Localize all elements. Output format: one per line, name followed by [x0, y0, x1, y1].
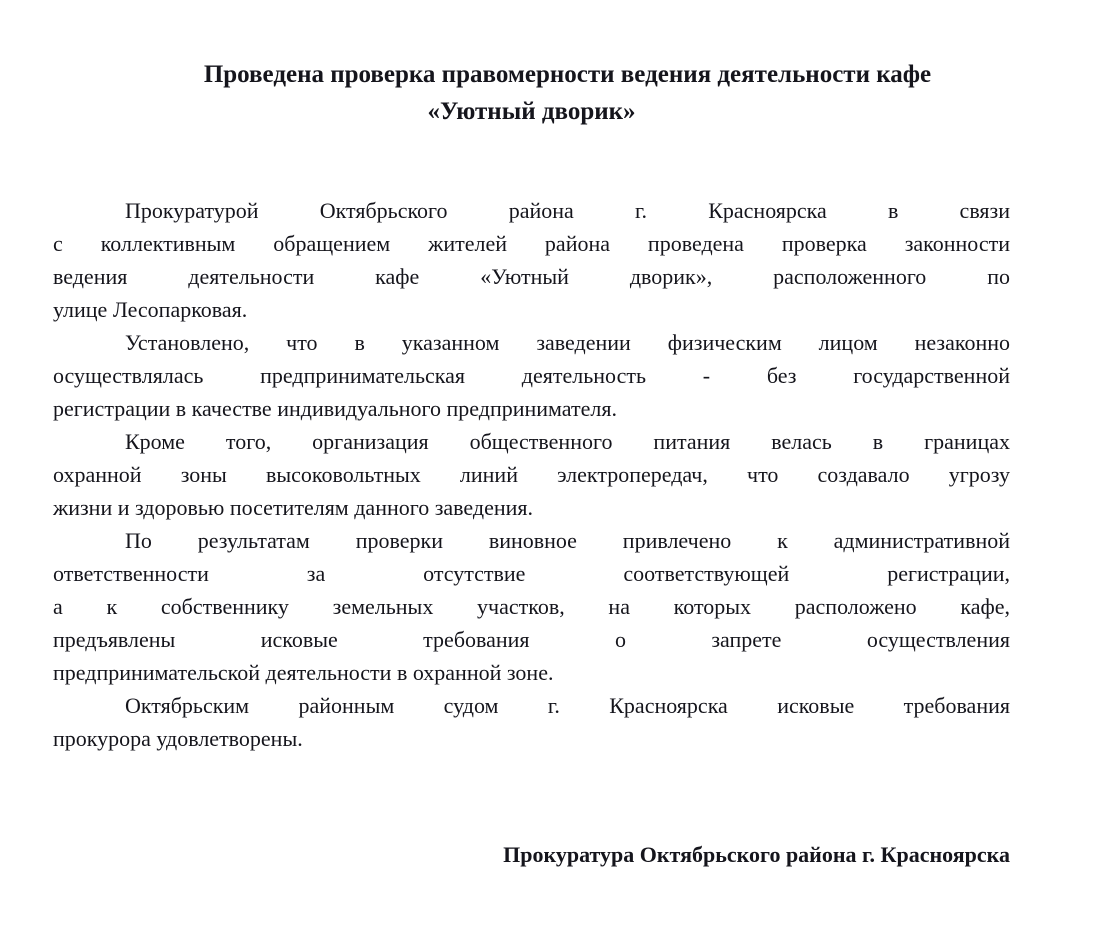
text-line: Установлено, что в указанном заведении физическим лицом незаконно: [125, 330, 1010, 355]
signature-line: Прокуратура Октябрьского района г. Красноярска: [503, 842, 1010, 867]
text-line: улице Лесопарковая.: [53, 297, 248, 322]
text-line: Октябрьским районным судом г. Красноярска исковые требования: [125, 693, 1010, 718]
text-line: ведения деятельности кафе «Уютный дворик», расположенного по: [53, 264, 1010, 289]
title-line: «Уютный дворик»: [427, 98, 636, 125]
paragraph: [53, 194, 1010, 326]
text-line: Кроме того, организация общественного питания велась в границах: [125, 429, 1010, 454]
text-line: охранной зоны высоковольтных линий электропередач, что создавало угрозу: [53, 462, 1010, 487]
text-line: осуществлялась предпринимательская деятельность - без государственной: [53, 363, 1010, 388]
title-line: Проведена проверка правомерности ведения деятельности кафе: [203, 61, 932, 88]
text-line: По результатам проверки виновное привлечено к административной: [125, 528, 1010, 553]
text-line: а к собственнику земельных участков, на которых расположено кафе,: [53, 594, 1010, 619]
text-line: ответственности за отсутствие соответствующей регистрации,: [53, 561, 1010, 586]
text-line: прокурора удовлетворены.: [53, 726, 303, 751]
document-content: [53, 0, 1010, 871]
document-body: [53, 194, 1010, 755]
text-line: регистрации в качестве индивидуального предпринимателя.: [53, 396, 617, 421]
text-line: предъявлены исковые требования о запрете осуществления: [53, 627, 1010, 652]
paragraph: [53, 524, 1010, 689]
text-line: с коллективным обращением жителей района проведена проверка законности: [53, 231, 1010, 256]
paragraph: [53, 326, 1010, 425]
text-line: предпринимательской деятельности в охранной зоне.: [53, 660, 554, 685]
paragraph: [53, 689, 1010, 755]
text-line: Прокуратурой Октябрьского района г. Красноярска в связи: [125, 198, 1010, 223]
paragraph: [53, 425, 1010, 524]
document-title: [53, 0, 1010, 130]
text-line: жизни и здоровью посетителям данного заведения.: [53, 495, 534, 520]
